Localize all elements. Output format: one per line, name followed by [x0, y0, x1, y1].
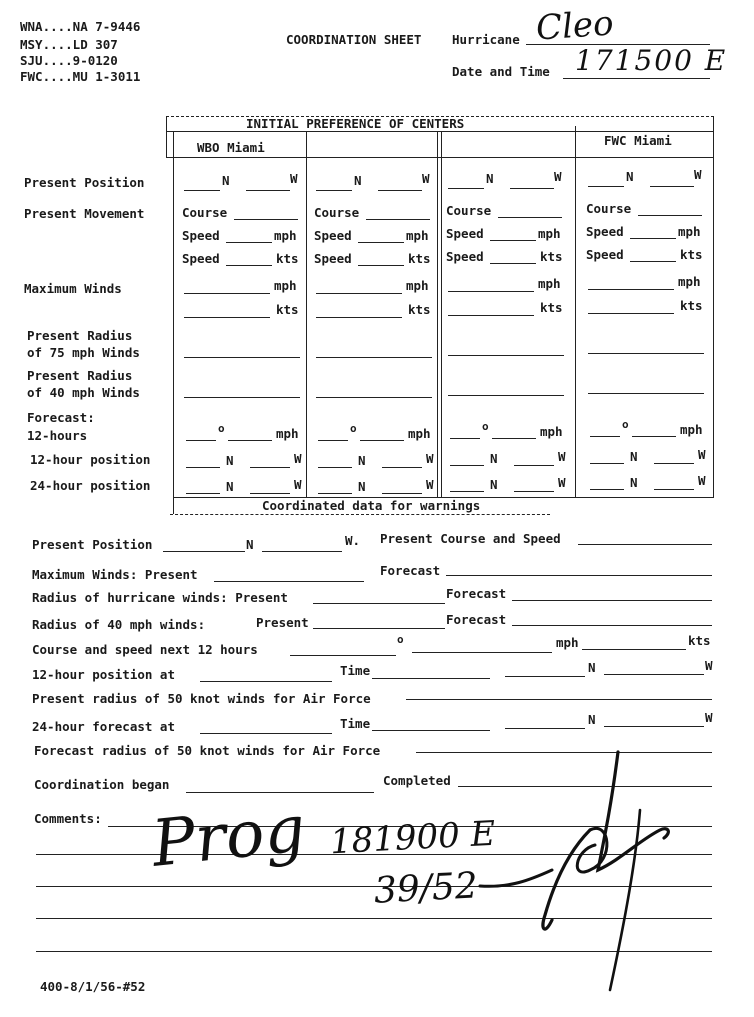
col2-label-n: N	[354, 173, 362, 188]
col4-p12-w: W	[698, 447, 706, 462]
station-code-wna: WNA....NA 7-9446	[20, 19, 141, 34]
col3-label-speed-mph: Speed	[446, 226, 484, 241]
station-code-sju: SJU....9-0120	[20, 53, 118, 68]
label-w: W.	[345, 533, 361, 548]
col3-label-w: W	[554, 169, 562, 184]
col2-label-forecast-mph: mph	[408, 426, 431, 441]
col2-label-kts: kts	[408, 251, 431, 266]
label-24-hour-forecast-at: 24-hour forecast at	[32, 719, 175, 734]
row-label-radius40-line2: of 40 mph Winds	[27, 385, 140, 400]
comment-handwritten-word: Prog	[148, 792, 309, 882]
col3-label-forecast-mph: mph	[540, 424, 563, 439]
col4-label-kts: kts	[680, 247, 703, 262]
col3-label-max-kts: kts	[540, 300, 563, 315]
label-w-12: W	[705, 658, 713, 673]
row-label-12-hour-position: 12-hour position	[30, 452, 151, 467]
col1-label-kts: kts	[276, 251, 299, 266]
col2-p12-w: W	[426, 451, 434, 466]
hurricane-name-handwritten: Cleo	[534, 3, 615, 49]
label-forecast-radius-50-knot: Forecast radius of 50 knot winds for Air Force	[34, 743, 381, 758]
table-footer-coordinated-data: Coordinated data for warnings	[262, 498, 481, 513]
col1-p12-n: N	[226, 453, 234, 468]
row-label-12-hours: 12-hours	[27, 428, 88, 443]
col2-label-max-mph: mph	[406, 278, 429, 293]
col1-label-w: W	[290, 171, 298, 186]
label-completed: Completed	[383, 773, 451, 788]
label-present-course-speed: Present Course and Speed	[380, 531, 561, 546]
label-course-speed-next-12: Course and speed next 12 hours	[32, 642, 258, 657]
col3-p24-w: W	[558, 475, 566, 490]
row-label-24-hour-position: 24-hour position	[30, 478, 151, 493]
col3-label-speed-kts: Speed	[446, 249, 484, 264]
row-label-maximum-winds: Maximum Winds	[24, 281, 122, 296]
col4-label-n: N	[626, 169, 634, 184]
col2-p24-w: W	[426, 477, 434, 492]
label-comments: Comments:	[34, 811, 102, 826]
label-time-12: Time	[340, 663, 371, 678]
col1-label-forecast-mph: mph	[276, 426, 299, 441]
comment-handwritten-number: 39/52	[372, 865, 479, 912]
label-present-radius-50-knot: Present radius of 50 knot winds for Air Force	[32, 691, 371, 706]
col1-label-n: N	[222, 173, 230, 188]
col2-label-w: W	[422, 171, 430, 186]
hurricane-label: Hurricane	[452, 32, 520, 47]
col3-p24-n: N	[490, 477, 498, 492]
col3-label-kts: kts	[540, 249, 563, 264]
comment-handwritten-time: 181900 E	[329, 813, 497, 863]
col2-label-max-kts: kts	[408, 302, 431, 317]
label-radius-hurricane-present: Radius of hurricane winds: Present	[32, 590, 288, 605]
col2-p12-n: N	[358, 453, 366, 468]
label-max-winds-forecast: Forecast	[380, 563, 441, 578]
row-label-radius75-line1: Present Radius	[27, 328, 133, 343]
col2-label-mph: mph	[406, 228, 429, 243]
station-code-fwc: FWC....MU 1-3011	[20, 69, 141, 84]
col1-label-max-mph: mph	[274, 278, 297, 293]
col4-label-mph: mph	[678, 224, 701, 239]
column-header-wbo-miami: WBO Miami	[197, 140, 265, 155]
label-n-24: N	[588, 712, 596, 727]
col4-p24-w: W	[698, 473, 706, 488]
form-number: 400-8/1/56-#52	[40, 979, 146, 994]
col1-label-mph: mph	[274, 228, 297, 243]
col4-label-forecast-mph: mph	[680, 422, 703, 437]
col4-label-max-mph: mph	[678, 274, 701, 289]
col2-label-course: Course	[314, 205, 360, 220]
label-radius40-forecast: Forecast	[446, 612, 507, 627]
sheet-title: COORDINATION SHEET	[286, 32, 422, 47]
col4-p12-n: N	[630, 449, 638, 464]
label-12-hour-position-at: 12-hour position at	[32, 667, 175, 682]
col2-p24-n: N	[358, 479, 366, 494]
col1-label-max-kts: kts	[276, 302, 299, 317]
col4-label-max-kts: kts	[680, 298, 703, 313]
label-n-12: N	[588, 660, 596, 675]
label-radius40: Radius of 40 mph winds:	[32, 617, 206, 632]
row-label-forecast: Forecast:	[27, 410, 95, 425]
col1-label-course: Course	[182, 205, 228, 220]
label-time-24: Time	[340, 716, 371, 731]
col1-label-speed-mph: Speed	[182, 228, 220, 243]
col1-p12-w: W	[294, 451, 302, 466]
col4-degree: o	[622, 418, 629, 431]
label-w-24: W	[705, 710, 713, 725]
label-radius-hurricane-forecast: Forecast	[446, 586, 507, 601]
col4-label-w: W	[694, 167, 702, 182]
station-code-msy: MSY....LD 307	[20, 37, 118, 52]
col1-p24-n: N	[226, 479, 234, 494]
row-label-radius40-line1: Present Radius	[27, 368, 133, 383]
col4-p24-n: N	[630, 475, 638, 490]
date-time-label: Date and Time	[452, 64, 550, 79]
row-label-present-position: Present Position	[24, 175, 145, 190]
col4-label-speed-kts: Speed	[586, 247, 624, 262]
degree-symbol: o	[397, 633, 404, 646]
col1-degree: o	[218, 422, 225, 435]
table-heading: INITIAL PREFERENCE OF CENTERS	[246, 116, 465, 131]
col2-degree: o	[350, 422, 357, 435]
col2-label-speed-kts: Speed	[314, 251, 352, 266]
col3-label-n: N	[486, 171, 494, 186]
column-header-fwc-miami: FWC Miami	[604, 133, 672, 148]
col3-label-mph: mph	[538, 226, 561, 241]
label-n: N	[246, 537, 254, 552]
col3-label-course: Course	[446, 203, 492, 218]
col4-label-speed-mph: Speed	[586, 224, 624, 239]
col3-p12-n: N	[490, 451, 498, 466]
label-max-winds-present: Maximum Winds: Present	[32, 567, 198, 582]
col3-degree: o	[482, 420, 489, 433]
label-coordination-began: Coordination began	[34, 777, 170, 792]
label-radius40-present: Present	[256, 615, 309, 630]
row-label-radius75-line2: of 75 mph Winds	[27, 345, 140, 360]
date-time-handwritten: 171500 E	[575, 44, 728, 77]
col2-label-speed-mph: Speed	[314, 228, 352, 243]
col4-label-course: Course	[586, 201, 632, 216]
row-label-present-movement: Present Movement	[24, 206, 145, 221]
label-kts: kts	[688, 633, 711, 648]
col1-label-speed-kts: Speed	[182, 251, 220, 266]
col3-p12-w: W	[558, 449, 566, 464]
col1-p24-w: W	[294, 477, 302, 492]
col3-label-max-mph: mph	[538, 276, 561, 291]
label-mph: mph	[556, 635, 579, 650]
label-present-position: Present Position	[32, 537, 153, 552]
